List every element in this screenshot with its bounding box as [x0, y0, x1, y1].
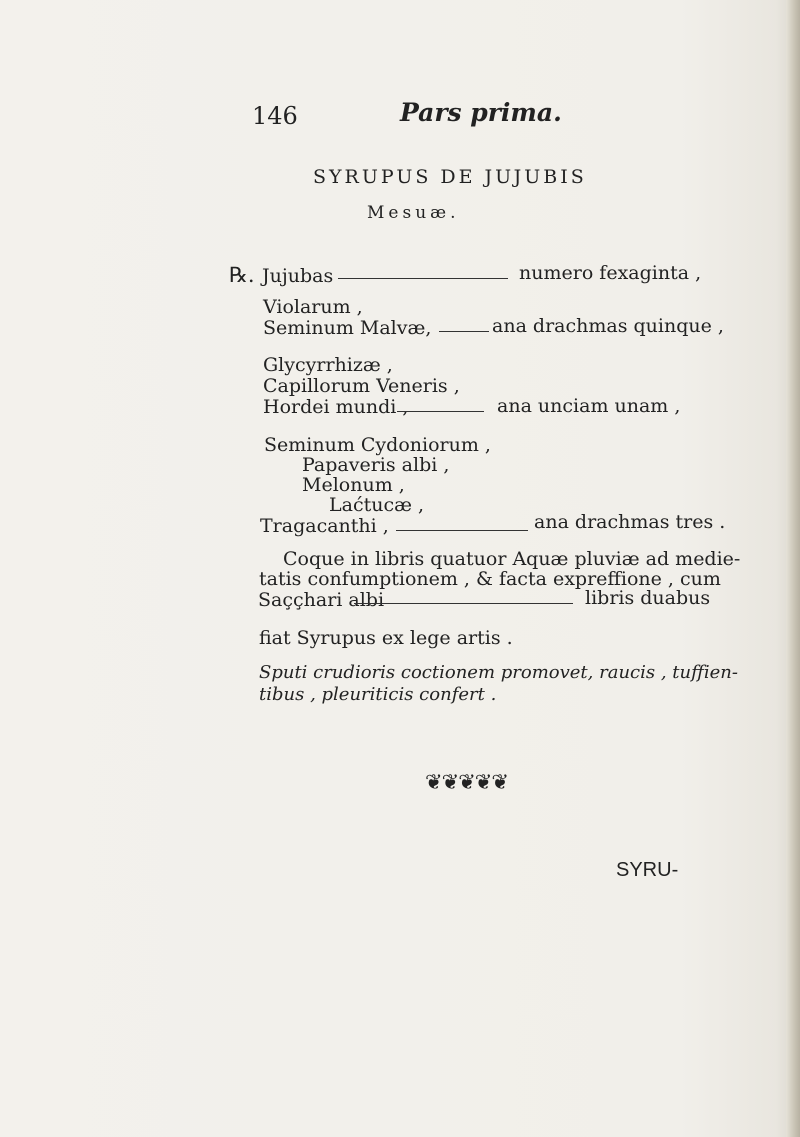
recipe-title: SYRUPUS DE JUJUBIS [313, 166, 587, 188]
instruction-line: tatis confumptionem , & facta expreffione , cum [259, 568, 721, 590]
ingredient-line: Papaveris albi , [302, 454, 450, 476]
rx-symbol: ℞. [229, 263, 255, 287]
ingredient-line: Laćtucæ , [329, 494, 425, 516]
instruction-line: fiat Syrupus ex lege artis . [259, 627, 513, 649]
recipe-author: Mesuæ. [367, 203, 460, 223]
printers-ornament: ❦❦❦❦❦ [425, 770, 508, 794]
usage-note: Sputi crudioris coctionem promovet, raucis , tuffien- [259, 662, 738, 683]
ingredient-line: Melonum , [302, 474, 405, 496]
quantity-line: ana unciam unam , [497, 395, 681, 417]
instruction-line: Saççhari albi [258, 589, 385, 611]
ingredient-line: Glycyrrhizæ , [263, 354, 393, 376]
ingredient-line: Violarum , [263, 296, 363, 318]
running-head: Pars prima. [400, 98, 562, 127]
page-edge [786, 0, 800, 1137]
quantity-line: ana drachmas tres . [534, 511, 726, 533]
ingredient-line: Seminum Cydoniorum , [264, 434, 491, 456]
leader-rule [397, 411, 484, 412]
instruction-line: Coque in libris quatuor Aquæ pluviæ ad medie- [283, 548, 741, 570]
quantity-line: ana drachmas quinque , [492, 315, 724, 337]
page-number: 146 [252, 102, 298, 130]
quantity-line: libris duabus [585, 587, 711, 609]
leader-rule [338, 278, 508, 279]
ingredient-line: Jujubas [262, 265, 334, 287]
ingredient-line: Tragacanthi , [260, 515, 389, 537]
catchword: SYRU- [616, 859, 679, 881]
leader-rule [396, 530, 528, 531]
ingredient-line: Hordei mundi , [263, 396, 409, 418]
leader-rule [354, 603, 573, 604]
ingredient-line: Capillorum Veneris , [263, 375, 460, 397]
leader-rule [439, 331, 489, 332]
quantity-line: numero fexaginta , [519, 262, 702, 284]
usage-note: tibus , pleuriticis confert . [259, 684, 497, 705]
ingredient-line: Seminum Malvæ, [263, 317, 432, 339]
